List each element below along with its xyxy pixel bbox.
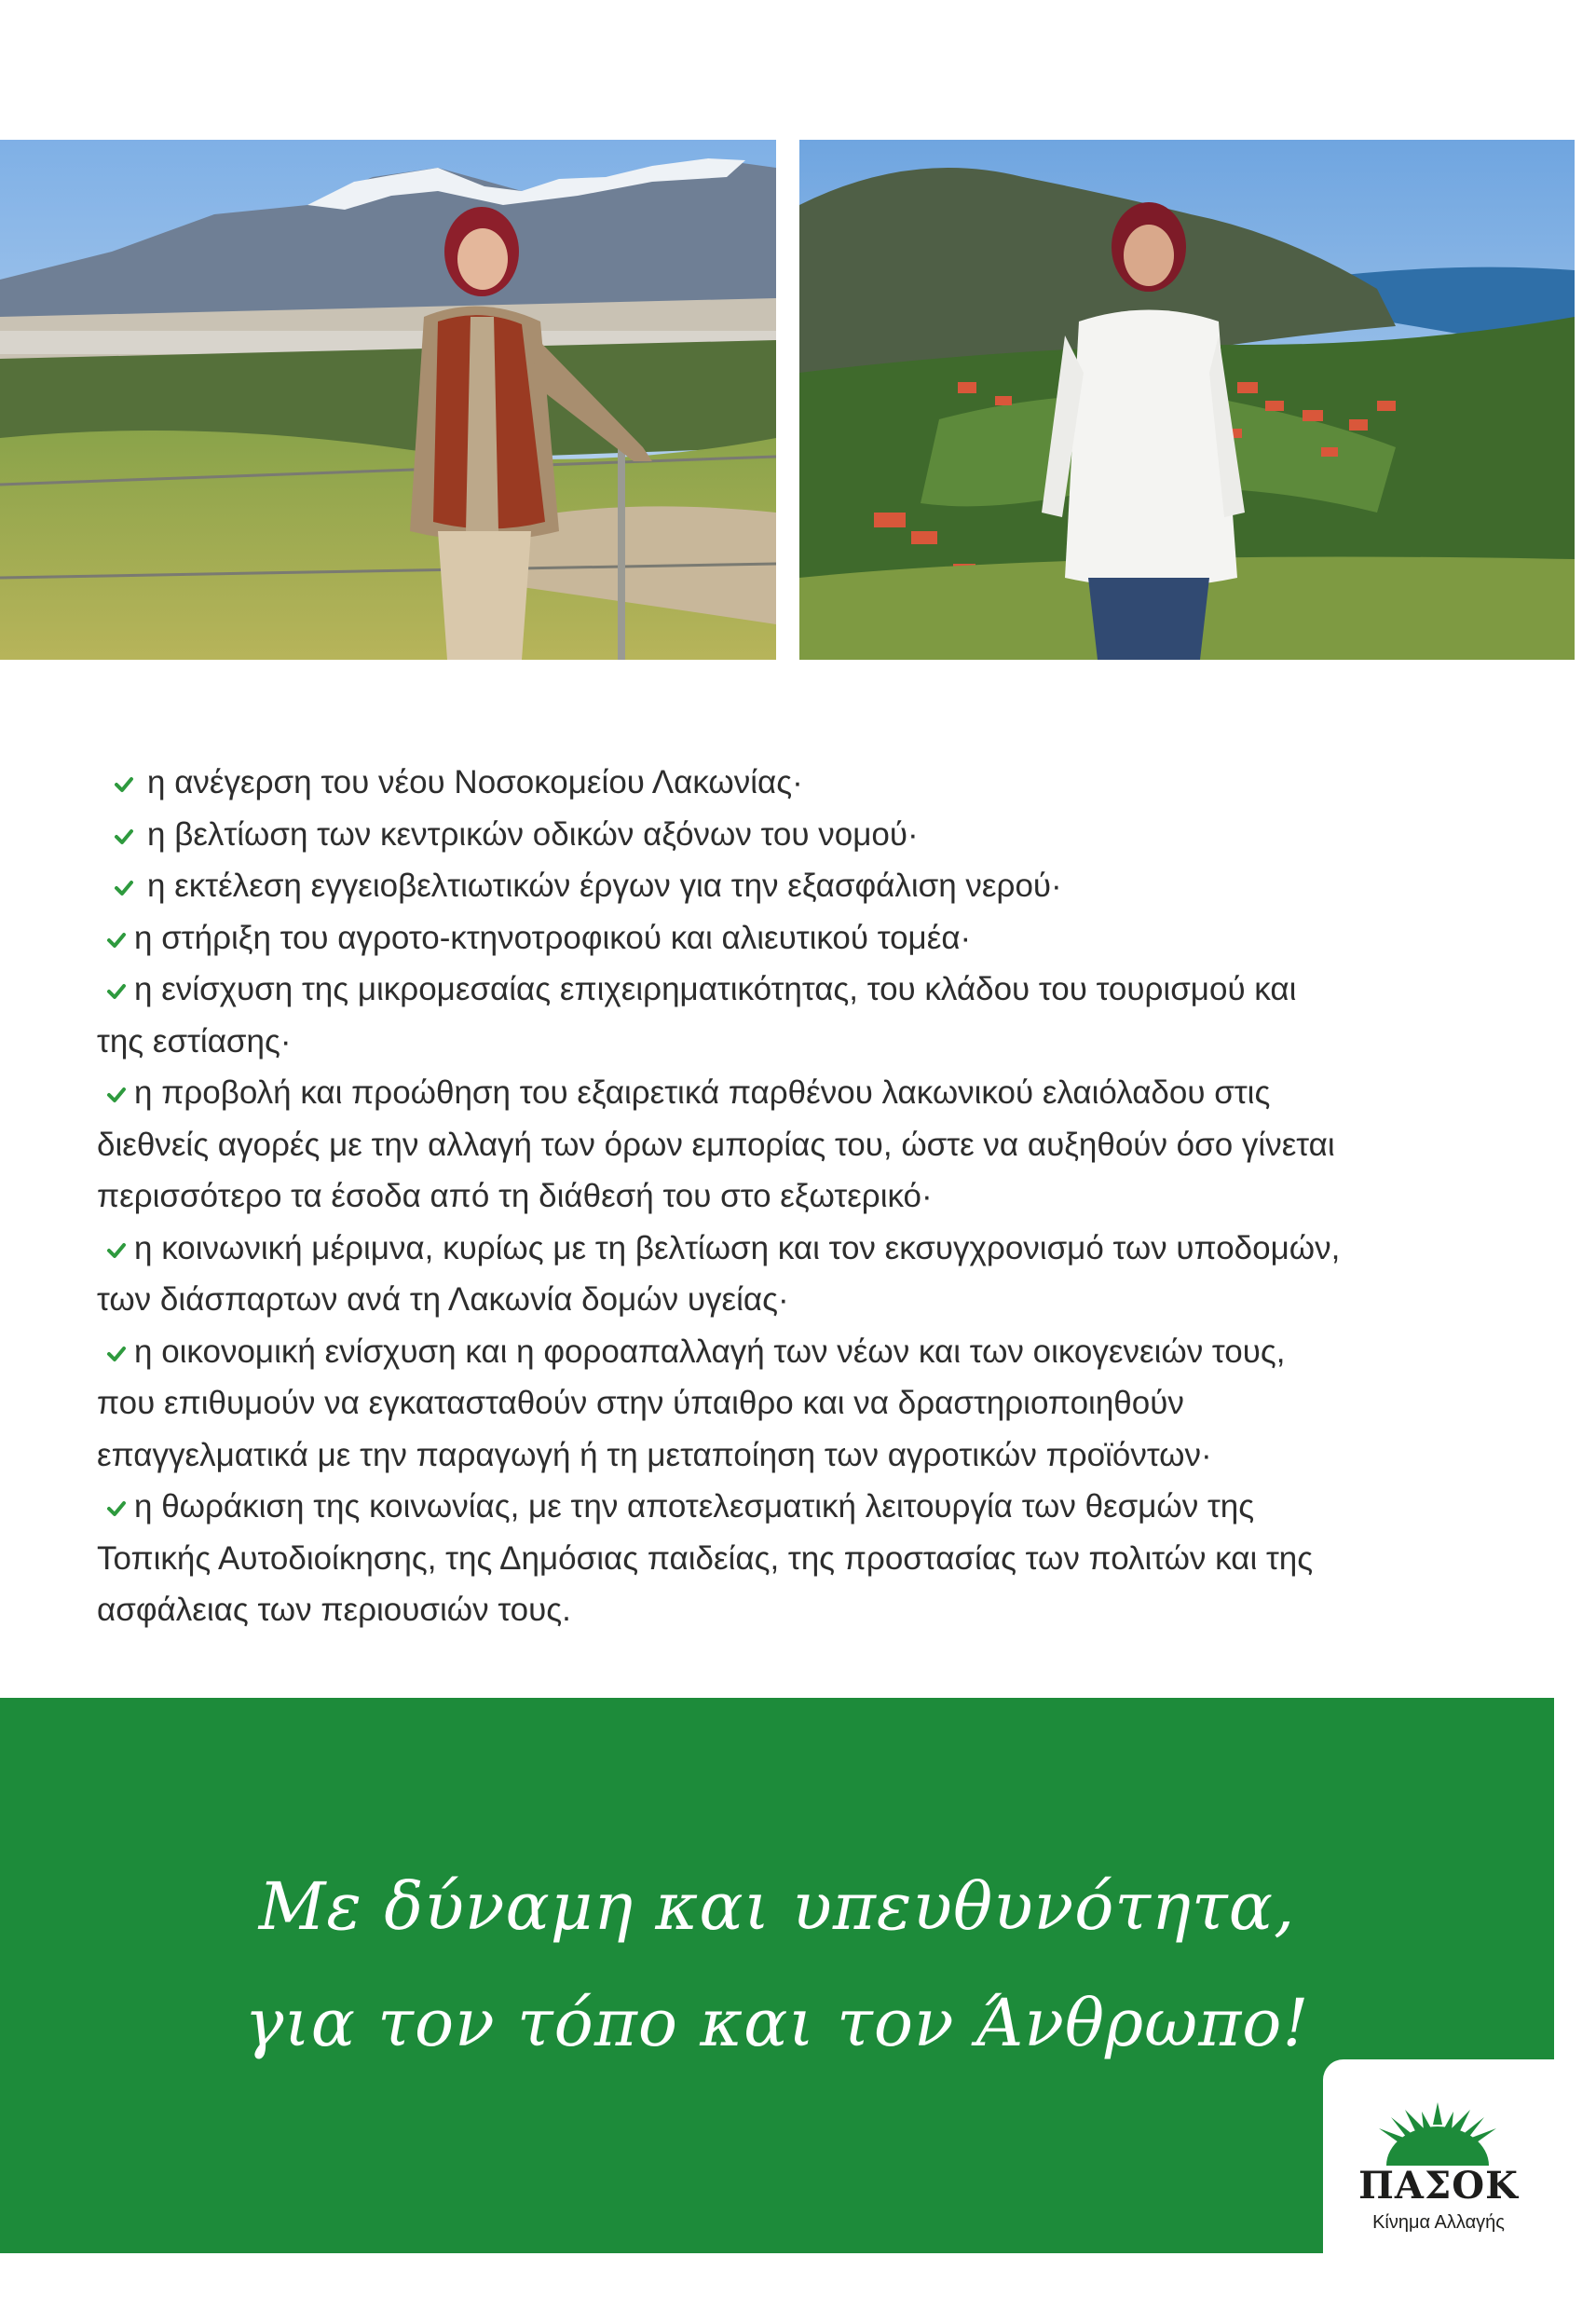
list-item-text: η στήριξη του αγροτο-κτηνοτροφικού και αλιευτικού τομέα· [134,919,972,956]
landscape-photo-left [0,140,776,660]
list-item [97,912,1504,964]
list-item-text: η οικονομική ενίσχυση και η φοροαπαλλαγή των νέων και των οικογενειών τους, [134,1333,1286,1370]
list-item [97,1067,1504,1119]
list-item-continuation [97,1119,1504,1171]
list-item [97,1326,1504,1378]
list-item-text: η ενίσχυση της μικρομεσαίας επιχειρηματικότητας, του κλάδου του τουρισμού και [134,971,1297,1007]
check-icon [106,981,127,1002]
list-item-continuation [97,1429,1504,1482]
party-logo [1323,2059,1554,2253]
list-item-text: η θωράκιση της κοινωνίας, με την αποτελεσματική λειτουργία των θεσμών της [134,1488,1255,1525]
list-item [97,809,1504,861]
list-item-text: η προβολή και προώθηση του εξαιρετικά παρθένου λακωνικού ελαιόλαδου στις [134,1074,1271,1111]
list-item-text: η κοινωνική μέριμνα, κυρίως με τη βελτίωση και τον εκσυγχρονισμό των υποδομών, [134,1229,1341,1266]
list-item-text: διεθνείς αγορές με την αλλαγή των όρων εμπορίας του, ώστε να αυξηθούν όσο γίνεται [97,1126,1335,1163]
check-icon [114,774,134,795]
list-item-text: που επιθυμούν να εγκατασταθούν στην ύπαιθρο και να δραστηριοποιηθούν [97,1385,1184,1421]
list-item [97,964,1504,1016]
check-icon [114,827,134,847]
logo-name: ΠΑΣΟΚ [1358,2164,1519,2208]
landscape-photo-right [799,140,1575,660]
list-item-text: Τοπικής Αυτοδιοίκησης, της Δημόσιας παιδείας, της προστασίας των πολιτών και της [97,1539,1314,1577]
list-item-continuation [97,1584,1504,1636]
slogan-line-1: Με δύναμη και υπευθυνότητα, [258,1868,1296,1945]
check-icon [106,1085,127,1105]
photo-seaside-village [799,140,1575,660]
photo-archaeological-site [0,140,776,660]
list-item [97,1481,1504,1533]
list-item-text: των διάσπαρτων ανά τη Λακωνία δομών υγείας· [97,1281,789,1318]
list-item-text: η ανέγερση του νέου Νοσοκομείου Λακωνίας· [147,764,803,800]
slogan-panel [0,1698,1554,2253]
list-item-text: η βελτίωση των κεντρικών οδικών αξόνων του νομού· [147,815,919,853]
list-item-text: της εστίασης· [97,1022,292,1060]
check-icon [114,878,134,898]
check-icon [106,1498,127,1519]
list-item-continuation [97,1274,1504,1326]
list-item-text: περισσότερο τα έσοδα από τη διάθεσή του στο εξωτερικό· [97,1178,933,1214]
list-item [97,1223,1504,1275]
list-item-text: η εκτέλεση εγγειοβελτιωτικών έργων για την εξασφάλιση νερού· [147,868,1062,904]
list-item-continuation [97,1533,1504,1585]
green-sun-icon [1368,2100,1507,2166]
logo-subtitle: Κίνημα Αλλαγής [1372,2212,1505,2233]
list-item-continuation [97,1170,1504,1223]
list-item [97,757,1504,809]
check-icon [106,1344,127,1364]
list-item-continuation [97,1377,1504,1429]
policy-list [97,757,1504,1636]
check-icon [106,930,127,950]
list-item [97,860,1504,912]
check-icon [106,1240,127,1261]
list-item-continuation [97,1016,1504,1068]
list-item-text: ασφάλειας των περιουσιών τους. [97,1592,571,1628]
list-item-text: επαγγελματικά με την παραγωγή ή τη μεταποίηση των αγροτικών προϊόντων· [97,1436,1212,1473]
slogan-line-2: για τον τόπο και τον Άνθρωπο! [244,1985,1310,2061]
